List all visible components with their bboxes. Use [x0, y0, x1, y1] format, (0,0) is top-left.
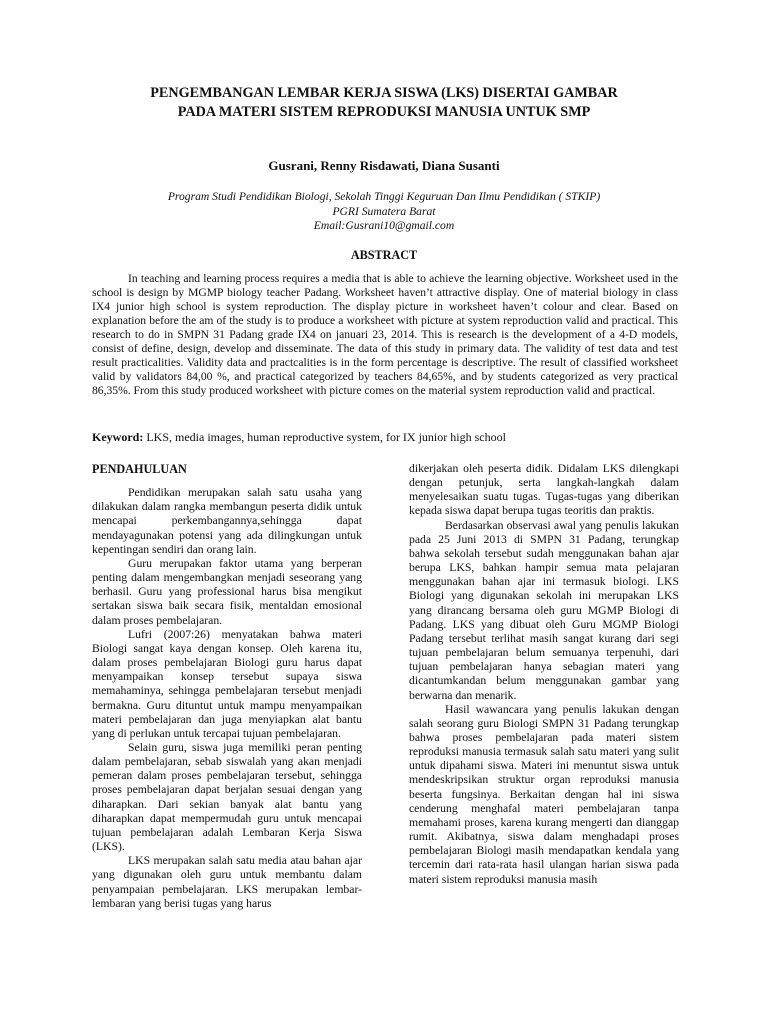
- paragraph: Lufri (2007:26) menyatakan bahwa materi Biologi sangat kaya dengan konsep. Oleh karena itu, dalam proses pembelajaran Biologi guru harus dapat menyampaikan konsep tersebut supaya siswa memahaminya, sehingga pembelajaran tersebut menjadi bermakna. Guru dituntut untuk mampu menyampaikan materi pembelajaran dan juga menyiapkan alat bantu yang di perlukan untuk tercapai tujuan pembelajaran.: [92, 627, 362, 740]
- paragraph: Pendidikan merupakan salah satu usaha yang dilakukan dalam rangka membangun peserta didik untuk mencapai perkembangannya,sehingga dapat mendayagunakan potensi yang ada dilingkungan untuk kepentingan sendiri dan orang lain.: [92, 486, 362, 556]
- paragraph: LKS merupakan salah satu media atau bahan ajar yang digunakan oleh guru untuk membantu dalam penyampaian pembelajaran. LKS merupakan lembar-lembaran yang berisi tugas yang harus: [92, 854, 362, 910]
- title-line-2: PADA MATERI SISTEM REPRODUKSI MANUSIA UNTUK SMP: [177, 104, 591, 120]
- paragraph: dikerjakan oleh peserta didik. Didalam LKS dilengkapi dengan petunjuk, serta langkah-langkah dalam menyelesaikan suatu tugas. Tugas-tugas yang diberikan kepada siswa dapat berupa tugas teoritis dan praktis.: [409, 462, 679, 518]
- abstract-heading: ABSTRACT: [350, 248, 418, 262]
- affiliation-line-1: Program Studi Pendidikan Biologi, Sekolah Tinggi Keguruan Dan Ilmu Pendidikan ( STKIP): [167, 190, 601, 203]
- title-line-1: PENGEMBANGAN LEMBAR KERJA SISWA (LKS) DISERTAI GAMBAR: [150, 85, 618, 101]
- paragraph: Selain guru, siswa juga memiliki peran penting dalam pembelajaran, sebab siswalah yang akan menjadi pemeran dalam proses pembelajaran tersebut, sehingga proses pembelajaran dapat berjalan sesuai dengan yang diharapkan. Dari sekian banyak alat bantu yang diharapkan dapat mempermudah guru untuk mencapai tujuan pembelajaran adalah Lembaran Kerja Siswa (LKS).: [92, 740, 362, 854]
- right-column: [409, 462, 679, 887]
- paragraph: Berdasarkan observasi awal yang penulis lakukan pada 25 Juni 2013 di SMPN 31 Padang, terungkap bahwa sekolah tersebut sudah menggunakan bahan ajar berupa LKS, bahkan hampir semua mata pelajaran menggunakan bahan ajar ini termasuk biologi. LKS Biologi yang digunakan sekolah ini merupakan LKS yang dirancang bersama oleh guru MGMP Biologi di Padang. LKS yang dibuat oleh Guru MGMP Biologi Padang tersebut terlihat masih sangat kurang dari segi tujuan pembelajaran belum semuanya terpenuhi, dari tujuan pembelajaran hanya sebagian materi yang dicantumkandan belum menggunakan gambar yang berwarna dan menarik.: [409, 518, 679, 702]
- paper-title: [80, 84, 688, 122]
- abstract-text: In teaching and learning process requires a media that is able to achieve the learning objective. Worksheet used in the school is design by MGMP biology teacher Padang. Worksheet haven’t attractive display. One of material biology in class IX4 junior high school is system reproduction. The display picture in worksheet haven’t colour and clear. Based on explanation before the am of the study is to produce a worksheet with picture at system reproduction valid and practical. This research to do in SMPN 31 Padang grade IX4 on januari 23, 2014. This is research is the development of a 4-D models, consist of define, design, develop and disseminate. The data of this study in primary data. The validity of test data and test result practicalities. Validity data and practcalities is in the form percentage is descriptive. The result of classified worksheet valid by validators 84,00 %, and practical categorized by teachers 84,65%, and by students categorized as very practical 86,35%. From this study produced worksheet with picture comes on the material system reproduction valid and practical.: [92, 272, 678, 398]
- affiliation: [80, 190, 688, 234]
- section-heading: PENDAHULUAN: [92, 462, 187, 476]
- authors: Gusrani, Renny Risdawati, Diana Susanti: [268, 158, 500, 173]
- affiliation-line-2: PGRI Sumatera Barat: [332, 204, 436, 218]
- left-column: [92, 462, 362, 911]
- paragraph: Guru merupakan faktor utama yang berperan penting dalam mengembangkan menjadi seseorang yang berhasil. Guru yang professional harus bisa mengikut sertakan siswa baik secara fisik, mentaldan emosional dalam proses pembelajaran.: [92, 556, 362, 627]
- abstract-body: [92, 272, 678, 398]
- paragraph: Hasil wawancara yang penulis lakukan dengan salah seorang guru Biologi SMPN 31 Padang terungkap bahwa proses pembelajaran pada materi sistem reproduksi manusia termasuk salah satu materi yang sulit untuk dipahami siswa. Materi ini menuntut siswa untuk mendeskripsikan struktur organ reproduksi manusia beserta fungsinya. Berkaitan dengan hal ini siswa cenderung menghafal materi pembelajaran tanpa memahami proses, karena kurang mengerti dan dianggap rumit. Akibatnya, siswa dalam menghadapi proses pembelajaran Biologi masih mendapatkan kendala yang tercemin dari rata-rata hasil ulangan harian siswa pada materi sistem reproduksi manusia masih: [409, 702, 679, 886]
- author-email: Email:Gusrani10@gmail.com: [313, 219, 455, 233]
- keywords: [92, 430, 678, 445]
- keyword-text: LKS, media images, human reproductive system, for IX junior high school: [146, 430, 506, 444]
- keyword-label: Keyword:: [92, 430, 144, 444]
